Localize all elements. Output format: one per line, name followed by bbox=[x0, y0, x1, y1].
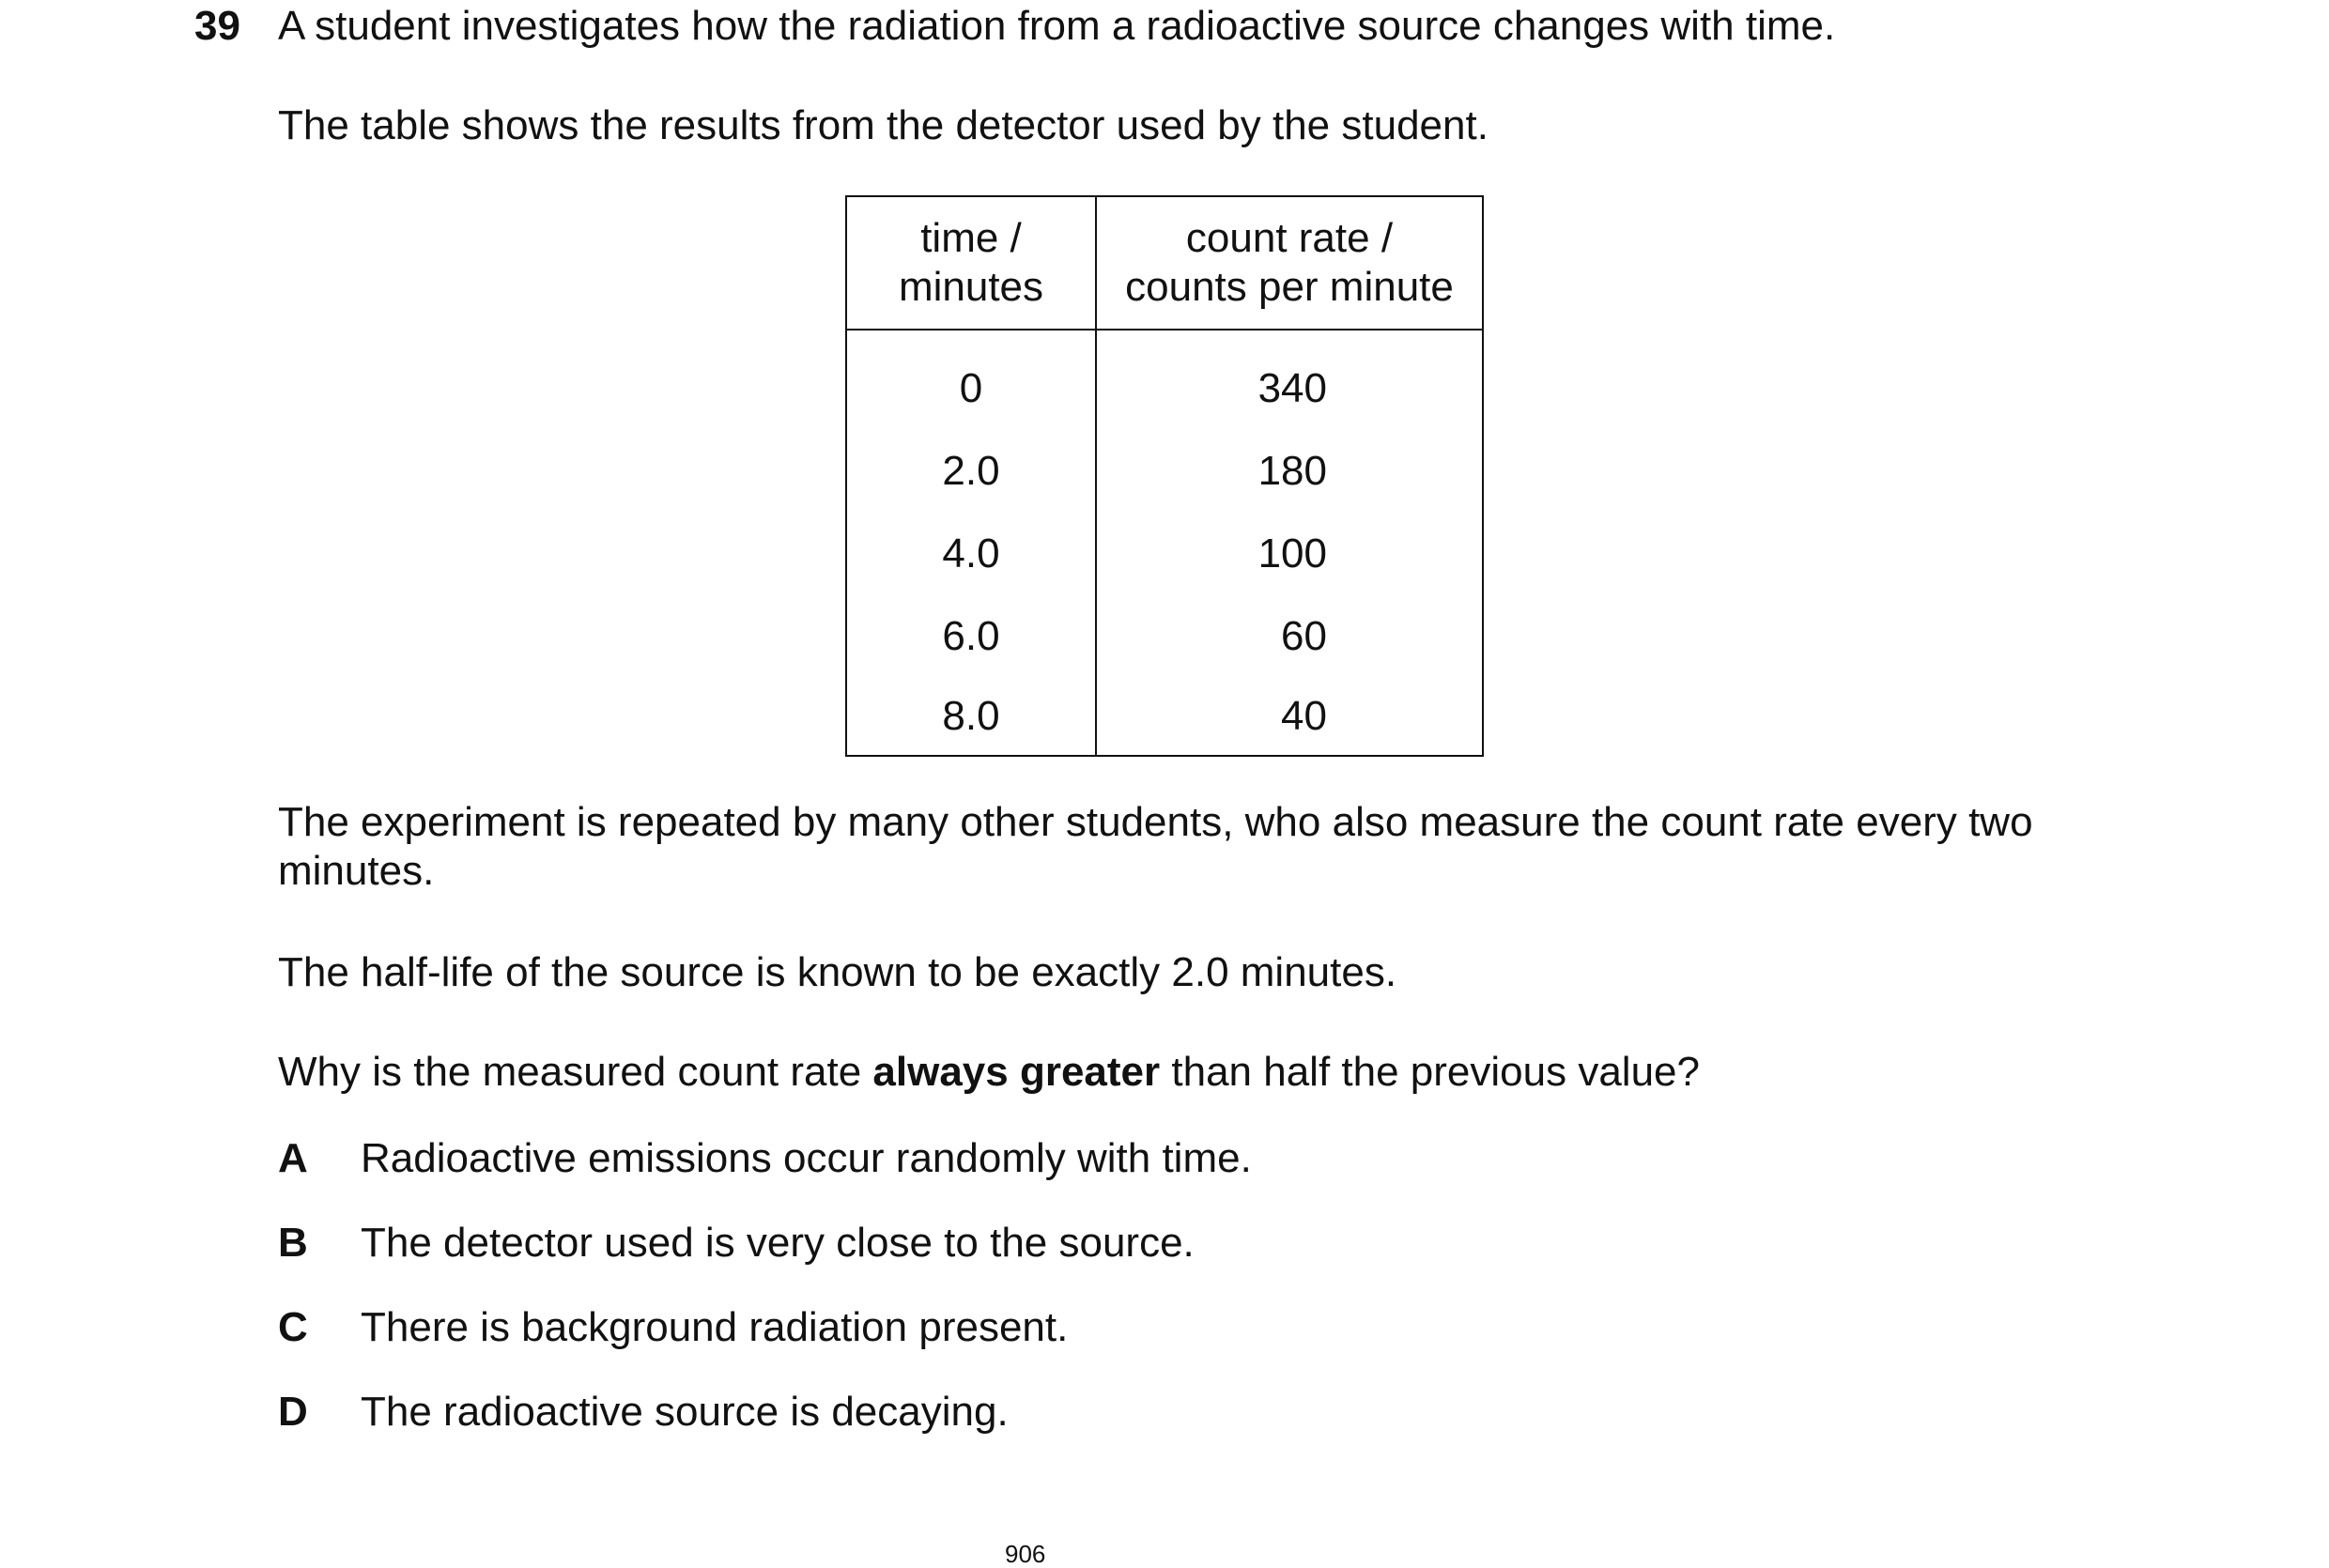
prompt-before: Why is the measured count rate bbox=[278, 1049, 873, 1095]
option-text: The radioactive source is decaying. bbox=[361, 1389, 1009, 1435]
question-prompt bbox=[278, 1048, 1700, 1097]
count-rate-cell bbox=[1096, 595, 1483, 678]
time-cell: 0 bbox=[846, 330, 1096, 430]
option-text: The detector used is very close to the source. bbox=[361, 1220, 1195, 1266]
count-rate-value: 40 bbox=[1281, 693, 1327, 739]
results-table bbox=[845, 195, 1484, 757]
time-cell: 6.0 bbox=[846, 595, 1096, 678]
count-rate-cell bbox=[1096, 678, 1483, 756]
time-column-header bbox=[846, 196, 1096, 330]
option-text: Radioactive emissions occur randomly with time. bbox=[361, 1135, 1252, 1181]
option-letter: A bbox=[278, 1135, 308, 1181]
option-letter: D bbox=[278, 1389, 308, 1435]
header-line: minutes bbox=[898, 264, 1044, 310]
repeat-experiment-text: The experiment is repeated by many other students, who also measure the count rate every two minutes. bbox=[278, 799, 2033, 894]
table-row bbox=[846, 430, 1483, 513]
table-header-row bbox=[846, 196, 1483, 330]
count-rate-cell bbox=[1096, 330, 1483, 430]
table-row bbox=[846, 678, 1483, 756]
count-rate-cell bbox=[1096, 430, 1483, 513]
option-letter: C bbox=[278, 1304, 308, 1350]
prompt-emphasis: always greater bbox=[872, 1049, 1161, 1095]
count-rate-cell bbox=[1096, 513, 1483, 595]
table-row bbox=[846, 513, 1483, 595]
question-intro: A student investigates how the radiation from a radioactive source changes with time. bbox=[278, 3, 1836, 49]
count-rate-column-header bbox=[1096, 196, 1483, 330]
page-number: 906 bbox=[1005, 1540, 1046, 1568]
count-rate-value: 340 bbox=[1257, 365, 1327, 411]
table-row bbox=[846, 595, 1483, 678]
count-rate-value: 100 bbox=[1257, 530, 1327, 576]
time-cell: 8.0 bbox=[846, 678, 1096, 756]
header-line: time / bbox=[920, 215, 1022, 261]
question-number: 39 bbox=[194, 3, 240, 49]
header-line: count rate / bbox=[1185, 215, 1394, 261]
time-cell: 2.0 bbox=[846, 430, 1096, 513]
header-line: counts per minute bbox=[1125, 264, 1454, 310]
count-rate-value: 180 bbox=[1257, 448, 1327, 494]
table-intro: The table shows the results from the detector used by the student. bbox=[278, 102, 1488, 148]
time-cell: 4.0 bbox=[846, 513, 1096, 595]
option-text: There is background radiation present. bbox=[361, 1304, 1069, 1350]
half-life-text: The half-life of the source is known to be exactly 2.0 minutes. bbox=[278, 949, 1397, 995]
prompt-after: than half the previous value? bbox=[1160, 1049, 1700, 1095]
table-row bbox=[846, 330, 1483, 430]
option-letter: B bbox=[278, 1220, 308, 1266]
count-rate-value: 60 bbox=[1281, 613, 1327, 659]
